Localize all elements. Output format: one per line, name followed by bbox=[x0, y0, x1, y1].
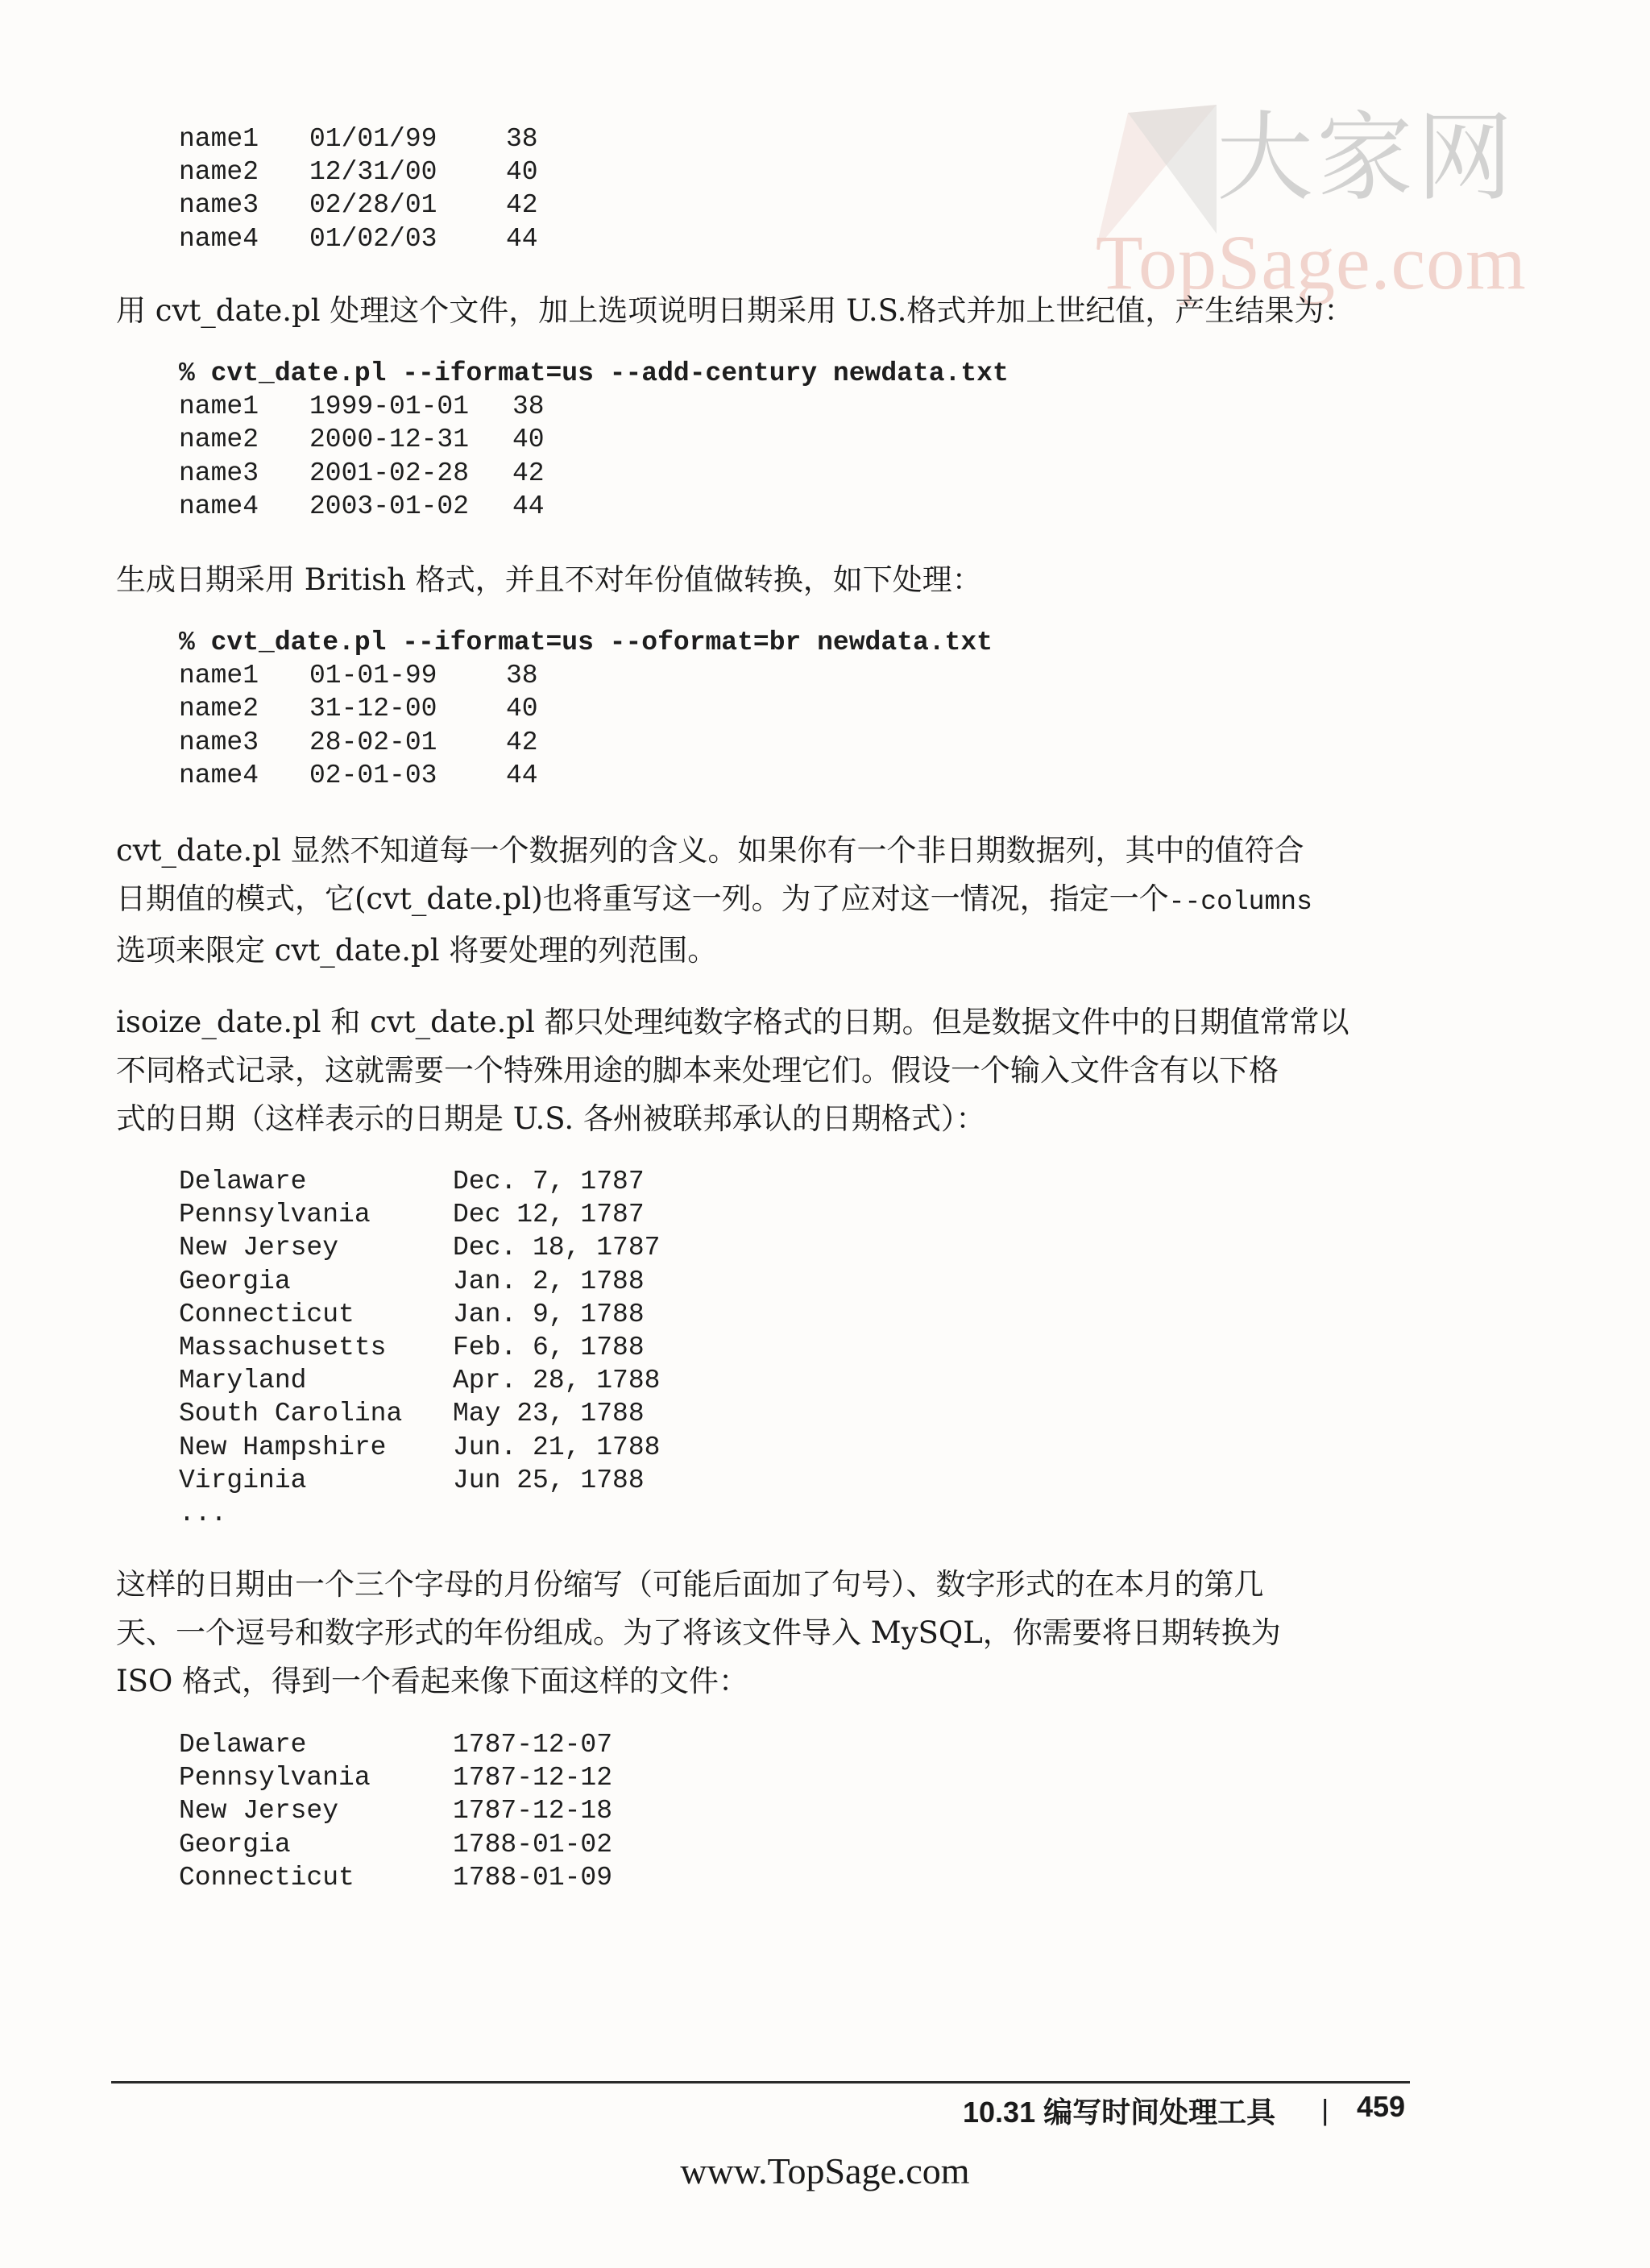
code-row bbox=[179, 1331, 660, 1364]
command-line: % cvt_date.pl --iformat=us --add-century newdata.txt bbox=[179, 359, 1009, 388]
code-cell-name: name4 bbox=[179, 491, 259, 521]
code-cell-date: 1788-01-02 bbox=[453, 1829, 613, 1860]
code-block-input-data bbox=[179, 122, 538, 255]
code-cell-name: name1 bbox=[179, 661, 259, 691]
code-cell-date: 28-02-01 bbox=[309, 727, 437, 757]
code-cell-date: 31-12-00 bbox=[309, 694, 437, 724]
code-cell-state: Georgia bbox=[179, 1266, 291, 1296]
code-cell-state: Maryland bbox=[179, 1366, 307, 1396]
code-cell-date: 01-01-99 bbox=[309, 661, 437, 691]
code-row bbox=[179, 423, 1009, 456]
code-cell-date: Apr. 28, 1788 bbox=[453, 1366, 661, 1396]
watermark-english-text: TopSage.com bbox=[1096, 219, 1527, 305]
code-cell-value: 44 bbox=[512, 491, 545, 521]
code-cell-state: New Jersey bbox=[179, 1796, 339, 1826]
code-row bbox=[179, 1364, 660, 1397]
code-row bbox=[179, 189, 538, 222]
code-row bbox=[179, 759, 993, 792]
code-row bbox=[179, 1165, 660, 1198]
code-cell-date: 1787-12-18 bbox=[453, 1796, 613, 1826]
code-block-add-century bbox=[179, 357, 1009, 523]
paragraph-line: 选项来限定 cvt_date.pl 将要处理的列范围。 bbox=[116, 933, 718, 968]
code-cell-state: New Hampshire bbox=[179, 1432, 387, 1462]
code-cell-date: May 23, 1788 bbox=[453, 1399, 645, 1429]
code-cell-value: 44 bbox=[506, 223, 538, 254]
paragraph-date-formats bbox=[116, 998, 1385, 1143]
code-cell-name: name2 bbox=[179, 425, 259, 455]
footer-separator: | bbox=[1321, 2093, 1329, 2126]
code-cell-state: Massachusetts bbox=[179, 1333, 387, 1363]
code-row bbox=[179, 1265, 660, 1298]
paragraph-us-format: 用 cvt_date.pl 处理这个文件，加上选项说明日期采用 U.S.格式并加上世纪值，产生结果为： bbox=[116, 293, 1354, 328]
code-cell-date: Jun. 21, 1788 bbox=[453, 1432, 661, 1462]
paragraph-line: 不同格式记录，这就需要一个特殊用途的脚本来处理它们。假设一个输入文件含有以下格 bbox=[116, 1053, 1279, 1088]
paragraph-iso-conversion bbox=[116, 1561, 1385, 1706]
paragraph-british-format: 生成日期采用 British 格式，并且不对年份值做转换，如下处理： bbox=[116, 562, 982, 597]
code-row bbox=[179, 1397, 660, 1430]
code-row bbox=[179, 1198, 660, 1231]
code-row bbox=[179, 1464, 660, 1497]
code-cell-state: Virginia bbox=[179, 1465, 307, 1495]
code-cell-name: name1 bbox=[179, 392, 259, 422]
code-row bbox=[179, 390, 1009, 423]
code-cell-date: 1788-01-09 bbox=[453, 1862, 613, 1893]
code-cell-value: 44 bbox=[506, 760, 538, 790]
code-row bbox=[179, 1298, 660, 1331]
watermark-chinese-text: 大家网 bbox=[1217, 102, 1516, 214]
code-cell-name: name4 bbox=[179, 760, 259, 790]
code-cell-date: 2001-02-28 bbox=[309, 458, 470, 488]
code-row bbox=[179, 1794, 612, 1827]
paragraph-line bbox=[116, 875, 1385, 927]
code-cell-name: name3 bbox=[179, 190, 259, 221]
code-row bbox=[179, 155, 538, 189]
code-row bbox=[179, 457, 1009, 490]
code-cell-state: New Jersey bbox=[179, 1233, 339, 1263]
code-block-state-dates bbox=[179, 1165, 660, 1530]
code-row bbox=[179, 659, 993, 692]
code-cell-date: 1999-01-01 bbox=[309, 392, 470, 422]
code-cell-date: 1787-12-12 bbox=[453, 1763, 613, 1793]
code-cell-name: name1 bbox=[179, 124, 259, 154]
paragraph-line: ISO 格式，得到一个看起来像下面这样的文件： bbox=[116, 1664, 749, 1698]
code-cell-value: 42 bbox=[506, 190, 538, 221]
code-cell-date: Jan. 2, 1788 bbox=[453, 1266, 645, 1296]
paragraph-line: isoize_date.pl 和 cvt_date.pl 都只处理纯数字格式的日期。但是数据文件中的日期值常常以 bbox=[116, 1005, 1349, 1039]
code-row bbox=[179, 222, 538, 255]
code-cell-state: Connecticut bbox=[179, 1862, 354, 1893]
code-cell-value: 38 bbox=[512, 392, 545, 422]
code-cell-date: 2003-01-02 bbox=[309, 491, 470, 521]
paragraph-line: 天、一个逗号和数字形式的年份组成。为了将该文件导入 MySQL，你需要将日期转换为 bbox=[116, 1615, 1281, 1650]
code-cell-state: Delaware bbox=[179, 1167, 307, 1196]
paragraph-columns-option bbox=[116, 827, 1385, 975]
code-cell-date: 12/31/00 bbox=[309, 157, 437, 188]
code-cell-name: name2 bbox=[179, 694, 259, 724]
code-cell-date: 02/28/01 bbox=[309, 190, 437, 221]
running-footer-section: 10.31 编写时间处理工具 bbox=[963, 2096, 1276, 2129]
code-row bbox=[179, 122, 538, 155]
code-cell-name: name2 bbox=[179, 157, 259, 188]
page-number: 459 bbox=[1357, 2090, 1406, 2123]
footer-rule bbox=[111, 2081, 1410, 2083]
code-row bbox=[179, 1828, 612, 1861]
code-cell-name: name4 bbox=[179, 223, 259, 254]
code-cell-state: Pennsylvania bbox=[179, 1200, 371, 1230]
paragraph-line: cvt_date.pl 显然不知道每一个数据列的含义。如果你有一个非日期数据列，其中的值符合 bbox=[116, 833, 1304, 868]
inline-code-columns: --columns bbox=[1168, 887, 1312, 917]
code-row bbox=[179, 1231, 660, 1264]
code-cell-date: 02-01-03 bbox=[309, 760, 437, 790]
code-cell-name: name3 bbox=[179, 727, 259, 757]
code-cell-state: Georgia bbox=[179, 1829, 291, 1860]
code-cell-date: Dec. 7, 1787 bbox=[453, 1167, 645, 1196]
code-cell-value: 42 bbox=[506, 727, 538, 757]
code-row bbox=[179, 1861, 612, 1894]
code-cell-date: 1787-12-07 bbox=[453, 1730, 613, 1760]
code-row bbox=[179, 726, 993, 759]
code-cell-value: 38 bbox=[506, 124, 538, 154]
code-cell-state: Pennsylvania bbox=[179, 1763, 371, 1793]
code-cell-date: 2000-12-31 bbox=[309, 425, 470, 455]
code-cell-date: Jan. 9, 1788 bbox=[453, 1299, 645, 1329]
code-row bbox=[179, 1431, 660, 1464]
code-cell-state: South Carolina bbox=[179, 1399, 403, 1429]
site-url: www.TopSage.com bbox=[680, 2150, 970, 2191]
code-row bbox=[179, 1761, 612, 1794]
code-ellipsis: ... bbox=[179, 1499, 227, 1529]
code-row bbox=[179, 692, 993, 725]
paragraph-text: 日期值的模式，它(cvt_date.pl)也将重写这一列。为了应对这一情况，指定一个 bbox=[116, 881, 1169, 916]
code-block-iso-dates bbox=[179, 1728, 612, 1894]
code-cell-name: name3 bbox=[179, 458, 259, 488]
code-cell-date: Jun 25, 1788 bbox=[453, 1465, 645, 1495]
paragraph-line: 式的日期（这样表示的日期是 U.S. 各州被联邦承认的日期格式）： bbox=[116, 1101, 986, 1136]
command-line: % cvt_date.pl --iformat=us --oformat=br newdata.txt bbox=[179, 628, 993, 657]
code-row bbox=[179, 490, 1009, 523]
code-cell-state: Delaware bbox=[179, 1730, 307, 1760]
code-block-british bbox=[179, 626, 993, 792]
code-cell-value: 40 bbox=[512, 425, 545, 455]
code-cell-date: 01/02/03 bbox=[309, 223, 437, 254]
code-row bbox=[179, 1728, 612, 1761]
code-cell-value: 42 bbox=[512, 458, 545, 488]
code-cell-value: 40 bbox=[506, 157, 538, 188]
code-cell-state: Connecticut bbox=[179, 1299, 354, 1329]
code-cell-value: 38 bbox=[506, 661, 538, 691]
paragraph-line: 这样的日期由一个三个字母的月份缩写（可能后面加了句号）、数字形式的在本月的第几 bbox=[116, 1567, 1264, 1602]
code-cell-date: Feb. 6, 1788 bbox=[453, 1333, 645, 1363]
code-cell-date: Dec 12, 1787 bbox=[453, 1200, 645, 1230]
code-cell-date: Dec. 18, 1787 bbox=[453, 1233, 661, 1263]
code-cell-date: 01/01/99 bbox=[309, 124, 437, 154]
code-cell-value: 40 bbox=[506, 694, 538, 724]
